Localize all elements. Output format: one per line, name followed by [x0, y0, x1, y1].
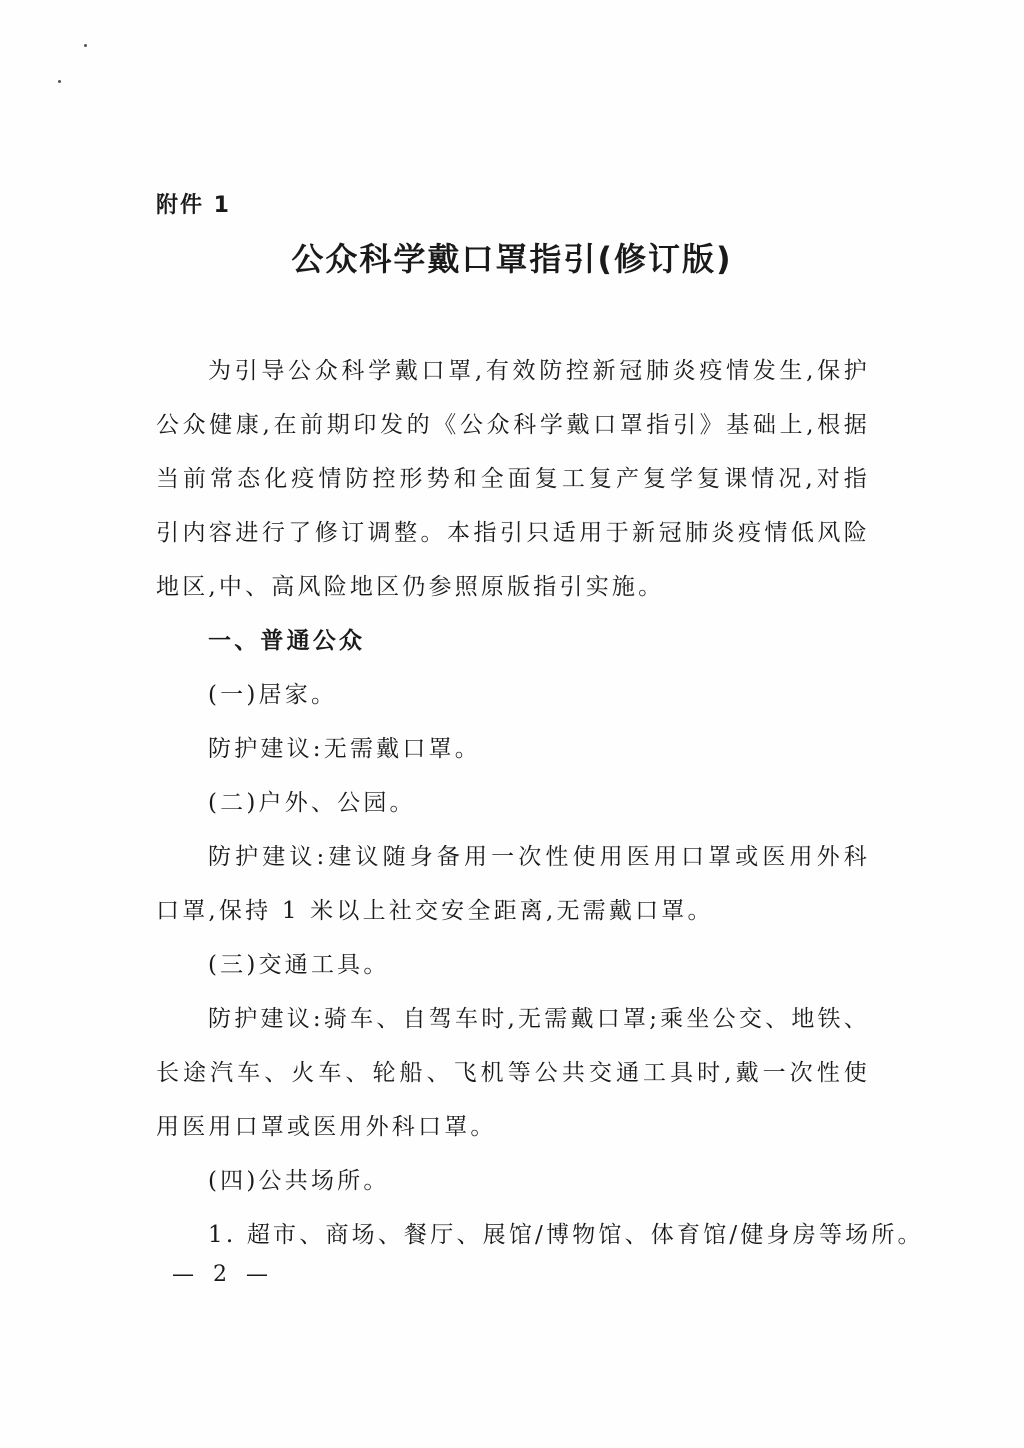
subsection-heading: (三)交通工具。 — [208, 952, 390, 978]
section-block — [156, 614, 924, 1262]
subsection-heading: (一)居家。 — [208, 682, 338, 708]
subsection-heading: (二)户外、公园。 — [208, 790, 416, 816]
page-number: — 2 — — [172, 1262, 274, 1287]
scan-speck — [84, 44, 87, 47]
advice-paragraph: 防护建议:骑车、自驾车时,无需戴口罩;乘坐公交、地铁、长途汽车、火车、轮船、飞机等公共交通工具时,戴一次性使用医用口罩或医用外科口罩。 — [156, 1006, 870, 1140]
attachment-label: 附件 1 — [156, 193, 231, 218]
intro-paragraph: 为引导公众科学戴口罩,有效防控新冠肺炎疫情发生,保护公众健康,在前期印发的《公众科学戴口罩指引》基础上,根据当前常态化疫情防控形势和全面复工复产复学复课情况,对指引内容进行了修订调整。本指引只适用于新冠肺炎疫情低风险地区,中、高风险地区仍参照原版指引实施。 — [156, 358, 870, 600]
advice-paragraph: 防护建议:无需戴口罩。 — [208, 736, 481, 762]
section-heading: 一、普通公众 — [208, 628, 366, 654]
subsection-heading: (四)公共场所。 — [208, 1168, 390, 1194]
intro-block — [156, 344, 870, 614]
advice-paragraph: 防护建议:建议随身备用一次性使用医用口罩或医用外科口罩,保持 1 米以上社交安全距离,无需戴口罩。 — [156, 844, 870, 924]
scan-speck — [58, 80, 61, 83]
list-item: 1. 超市、商场、餐厅、展馆/博物馆、体育馆/健身房等场所。 — [208, 1222, 924, 1248]
document-title: 公众科学戴口罩指引(修订版) — [291, 240, 733, 278]
